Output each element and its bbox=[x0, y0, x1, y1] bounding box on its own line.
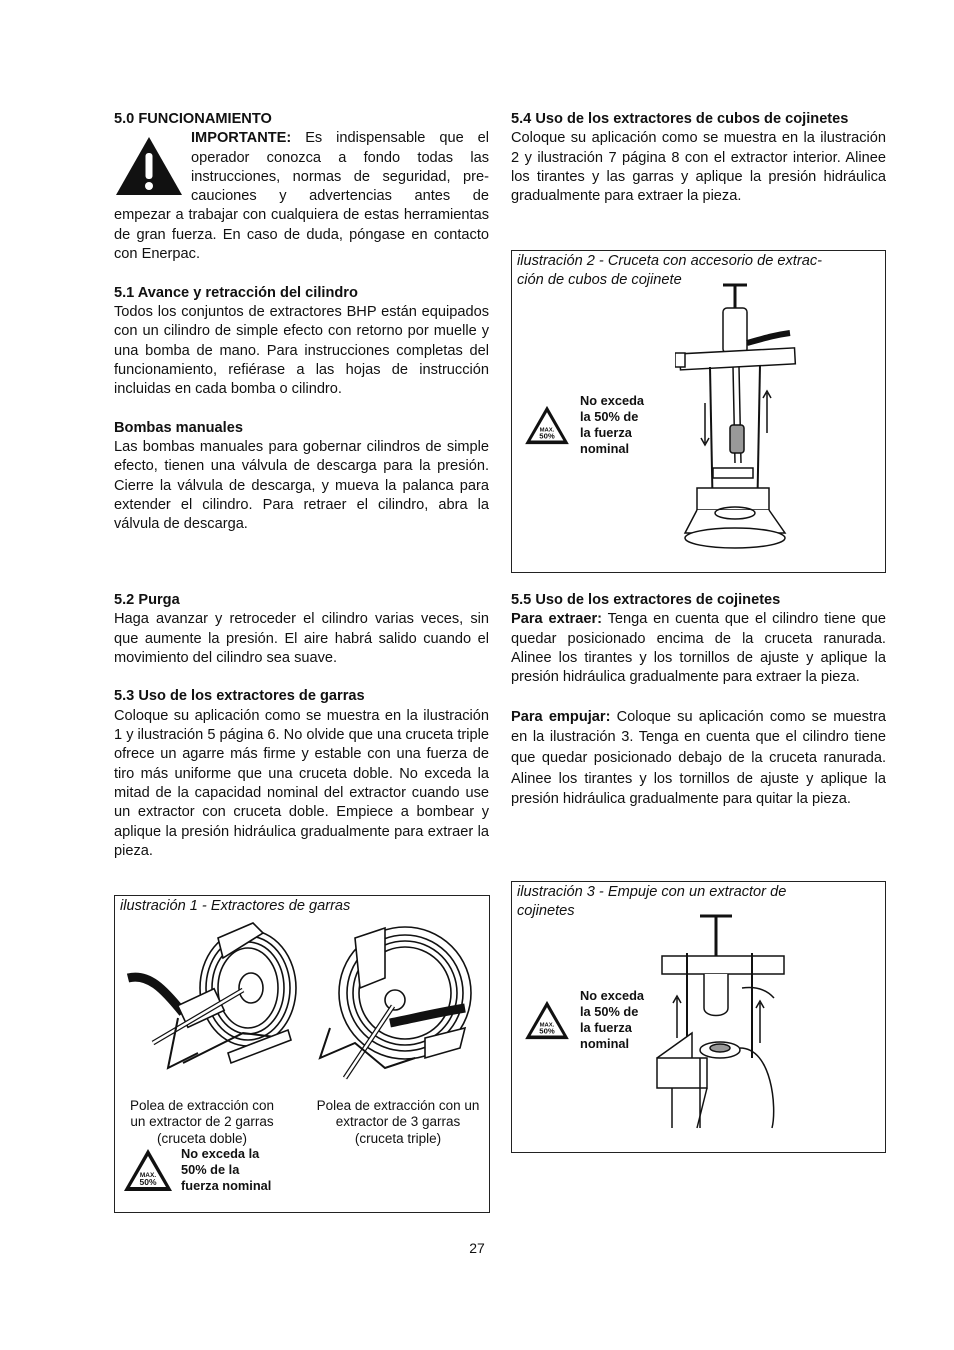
important-line-1: Es indispensable que el bbox=[291, 130, 489, 147]
right-column bbox=[511, 110, 886, 206]
three-jaw-caption: Polea de extracción con un extractor de 3 garras (cruceta triple) bbox=[316, 1098, 480, 1146]
important-label: IMPORTANTE: bbox=[191, 130, 292, 147]
right-column-lower bbox=[511, 591, 886, 810]
warning-line-1: No exceda la bbox=[181, 1146, 260, 1161]
warning-line-4: nominal bbox=[580, 441, 630, 456]
section-5-1-title: 5.1 Avance y retracción del cilindro bbox=[114, 284, 358, 301]
badge-top-text: MAX. bbox=[539, 427, 555, 434]
figure-1 bbox=[114, 895, 490, 1213]
badge-top-text: MAX. bbox=[139, 1172, 157, 1179]
warning-line-2: la 50% de bbox=[580, 409, 639, 424]
warning-line-1: No exceda bbox=[580, 988, 645, 1003]
three-jaw-puller-drawing bbox=[315, 918, 475, 1088]
warning-line-3: la fuerza bbox=[580, 425, 632, 440]
badge-value-text: 50% bbox=[539, 431, 555, 441]
important-block bbox=[114, 129, 489, 206]
badge-value-text: 50% bbox=[539, 1026, 555, 1036]
left-column bbox=[114, 110, 489, 535]
two-jaw-puller-drawing bbox=[123, 918, 313, 1088]
warning-line-2: 50% de la bbox=[181, 1162, 240, 1177]
section-5-2-title: 5.2 Purga bbox=[114, 592, 180, 608]
figure-2-warning bbox=[524, 393, 644, 457]
pumps-text: Las bombas manuales para gobernar cilindros de simple efecto, tienen una válvula de descarga para la presión. Cierre la válvula de descarga, y mueva la palanca para extender el cilindro. Para retraer el cilindro, abra la válvula de descarga. bbox=[114, 439, 489, 533]
figure-1-caption: ilustración 1 - Extractores de garras bbox=[120, 898, 351, 914]
two-jaw-caption: Polea de extracción con un extractor de 2 garras (cruceta doble) bbox=[129, 1098, 275, 1146]
figure-1-warning bbox=[123, 1146, 271, 1194]
push-label: Para empujar: bbox=[511, 708, 611, 725]
section-5-3-text: Coloque su aplicación como se muestra en la ilustración 1 y ilustración 5 página 6. No olvide que una cruceta triple ofrece un agarre más firme y estable con una fuerza de tiro más uniforme que una cruceta doble. No exceda la mitad de la capacidad nominal del extractor cuando use un extractor con cruceta doble. Empiece a bombear y aplique la presión hidráulica gradualmente para extraer la pieza. bbox=[114, 707, 489, 859]
important-line-2: operador conozca a fondo todas las bbox=[191, 149, 489, 166]
page-number: 27 bbox=[469, 1240, 485, 1256]
figure-3-warning bbox=[524, 988, 644, 1052]
pumps-title: Bombas manuales bbox=[114, 419, 243, 436]
badge-top-text: MAX. bbox=[539, 1022, 555, 1029]
figure-2-caption-line-2: ción de cubos de cojinete bbox=[517, 272, 682, 289]
figure-2-caption-line-1: ilustración 2 - Cruceta con accesorio de extrac- bbox=[517, 253, 822, 269]
figure-3-caption-line-2: cojinetes bbox=[517, 903, 575, 920]
section-5-3-title: 5.3 Uso de los extractores de garras bbox=[114, 688, 365, 705]
badge-value-text: 50% bbox=[139, 1177, 157, 1187]
important-line-3: instrucciones, normas de seguridad, pre- bbox=[191, 168, 489, 185]
section-5-4-text: Coloque su aplicación como se muestra en la ilustración 2 y ilustración 7 página 8 con el extractor interior. Alinee los tirantes y las garras y aplique la presión hidráulica gradualmente para extraer la pieza. bbox=[511, 130, 886, 205]
section-5-5-title: 5.5 Uso de los extractores de cojinetes bbox=[511, 592, 781, 608]
figure-3-caption-line-1: ilustración 3 - Empuje con un extractor de bbox=[517, 884, 787, 900]
important-line-4: cauciones y advertencias antes de bbox=[191, 188, 489, 205]
pull-text: Tenga en cuenta que el cilindro tiene que quedar posicionado encima de la cruceta ranurada. Alinee los tirantes y los tornillos de ajuste y aplique la presión hidráulica gradualmente para extraer la pieza. bbox=[511, 611, 887, 686]
warning-line-4: nominal bbox=[580, 1036, 630, 1051]
section-5-0-title: 5.0 FUNCIONAMIENTO bbox=[114, 111, 272, 127]
warning-line-3: fuerza nominal bbox=[181, 1178, 272, 1193]
figure-2 bbox=[511, 250, 886, 573]
section-5-0-text: empezar a trabajar con cualquiera de estas herramientas de gran fuerza. En caso de duda, póngase en contacto con Enerpac. bbox=[114, 207, 489, 263]
bearing-hub-puller-drawing bbox=[675, 273, 815, 553]
section-5-4-title: 5.4 Uso de los extractores de cubos de cojinetes bbox=[511, 111, 849, 127]
warning-triangle-icon bbox=[114, 135, 184, 197]
max-50-percent-icon bbox=[524, 1000, 570, 1040]
push-text: Coloque su aplicación como se muestra en la ilustración 3. Tenga en cuenta que el cilindro tiene que quedar posicionado debajo de la cruceta ranurada. Alinee los tirantes y los tornillos de ajuste y aplique la presión hidráulica gradualmente para quitar la pieza. bbox=[511, 708, 886, 808]
pull-label: Para extraer: bbox=[511, 611, 603, 628]
bearing-push-puller-drawing bbox=[652, 908, 792, 1148]
max-50-percent-icon bbox=[524, 405, 570, 445]
left-column-lower bbox=[114, 591, 489, 861]
figure-3 bbox=[511, 881, 886, 1153]
warning-line-3: la fuerza bbox=[580, 1020, 632, 1035]
max-50-percent-icon bbox=[123, 1148, 173, 1192]
warning-line-1: No exceda bbox=[580, 393, 645, 408]
warning-line-2: la 50% de bbox=[580, 1004, 639, 1019]
section-5-1-text: Todos los conjuntos de extractores BHP están equipados con un cilindro de simple efecto con retorno por muelle y una bomba de mano. Para instrucciones completas del funcionamiento, refiérase a las hojas de instrucción incluidas en cada bomba o cilindro. bbox=[114, 303, 489, 398]
section-5-2-text: Haga avanzar y retroceder el cilindro varias veces, sin que aumente la presión. El aire habrá salido cuando el movimiento del cilindro sea suave. bbox=[114, 611, 489, 666]
